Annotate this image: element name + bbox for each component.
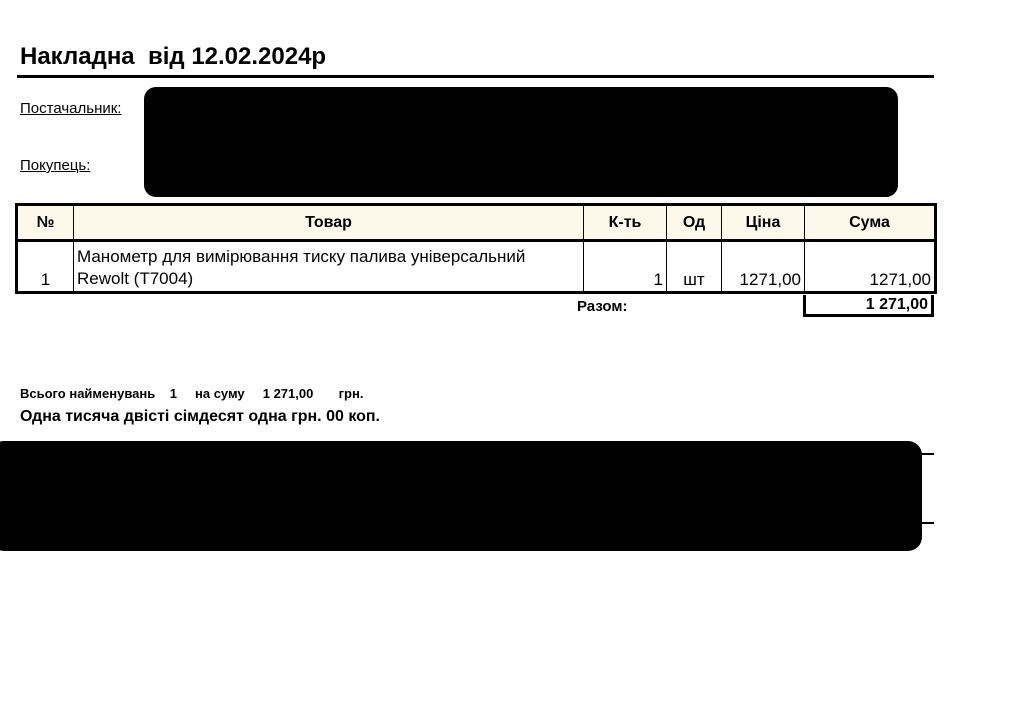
document-title: Накладна від 12.02.2024р — [20, 43, 327, 70]
header-sum: Сума — [805, 205, 936, 241]
row-qty: 1 — [584, 241, 667, 293]
header-unit: Од — [667, 205, 722, 241]
summary-sum-label: на суму — [195, 386, 245, 401]
header-item: Товар — [74, 205, 584, 241]
buyer-label: Покупець: — [20, 157, 91, 174]
table-header-row — [17, 205, 936, 241]
signature-line-tick — [920, 453, 934, 455]
total-value: 1 271,00 — [803, 295, 934, 317]
total-label: Разом: — [577, 298, 628, 315]
row-price: 1271,00 — [722, 241, 805, 293]
title-underline — [17, 75, 934, 78]
redacted-party-details — [144, 87, 898, 197]
summary-currency: грн. — [338, 386, 364, 401]
row-unit: шт — [667, 241, 722, 293]
summary-line — [20, 386, 363, 401]
amount-in-words: Одна тисяча двісті сімдесят одна грн. 00 коп. — [20, 408, 380, 425]
header-qty: К-ть — [584, 205, 667, 241]
summary-items-label: Всього найменувань — [20, 386, 156, 401]
header-price: Ціна — [722, 205, 805, 241]
signature-line-tick — [920, 522, 934, 524]
redacted-signatures — [0, 441, 922, 551]
row-num: 1 — [17, 241, 74, 293]
row-sum: 1271,00 — [805, 241, 936, 293]
header-num: № — [17, 205, 74, 241]
summary-items-count: 1 — [169, 386, 177, 401]
table-row — [17, 241, 936, 293]
row-item: Манометр для вимірювання тиску палива універсальний Rewolt (T7004) — [74, 241, 584, 293]
invoice-table — [15, 203, 937, 294]
summary-sum-value: 1 271,00 — [262, 386, 314, 401]
supplier-label: Постачальник: — [20, 100, 122, 117]
